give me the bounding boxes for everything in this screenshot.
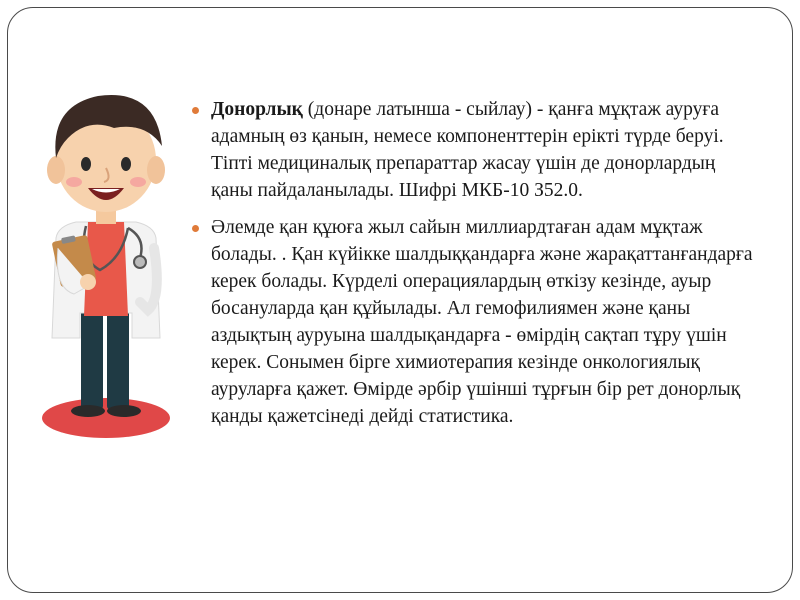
doctor-illustration <box>36 88 186 443</box>
definition-text: (донаре латынша - сыйлау) - қанға мұқтаж ауруға адамның өз қанын, немесе компоненттерін ерікті түрде беруі. Тіпті медициналық препараттар жасау үшін де донорлардың қаны пайдаланылады. Шифрі МКБ-10 З52.0. <box>211 99 724 201</box>
floor-shadow <box>42 398 170 438</box>
bullet-item-definition <box>211 96 756 204</box>
left-shoe <box>71 405 105 417</box>
right-shoe <box>107 405 141 417</box>
bullet-dot-icon <box>192 225 199 232</box>
bullet-list <box>211 96 756 440</box>
right-leg <box>107 310 129 410</box>
bullet-dot-icon <box>192 107 199 114</box>
definition-term: Донорлық <box>211 99 303 120</box>
statistics-text: Әлемде қан құюға жыл сайын миллиардтаған адам мұқтаж болады. . Қан күйікке шалдыққандарға және жарақаттанғандарға керек болады. Күрделі операциялардың өткізу кезінде, ауыр босануларда қан құйылады. Ал гемофилиямен және қаны аздықтың ауруына шалдықандарға - өмірдің сақтап тұру үшін керек. Сонымен бірге химиотерапия кезінде онкологиялық ауруларға қажет. Өмірде әрбір үшінші тұрғын бір рет донорлық қанды қажетсінеді дейді статистика. <box>211 217 753 427</box>
bullet-item-statistics <box>211 214 756 430</box>
left-leg <box>81 310 103 410</box>
